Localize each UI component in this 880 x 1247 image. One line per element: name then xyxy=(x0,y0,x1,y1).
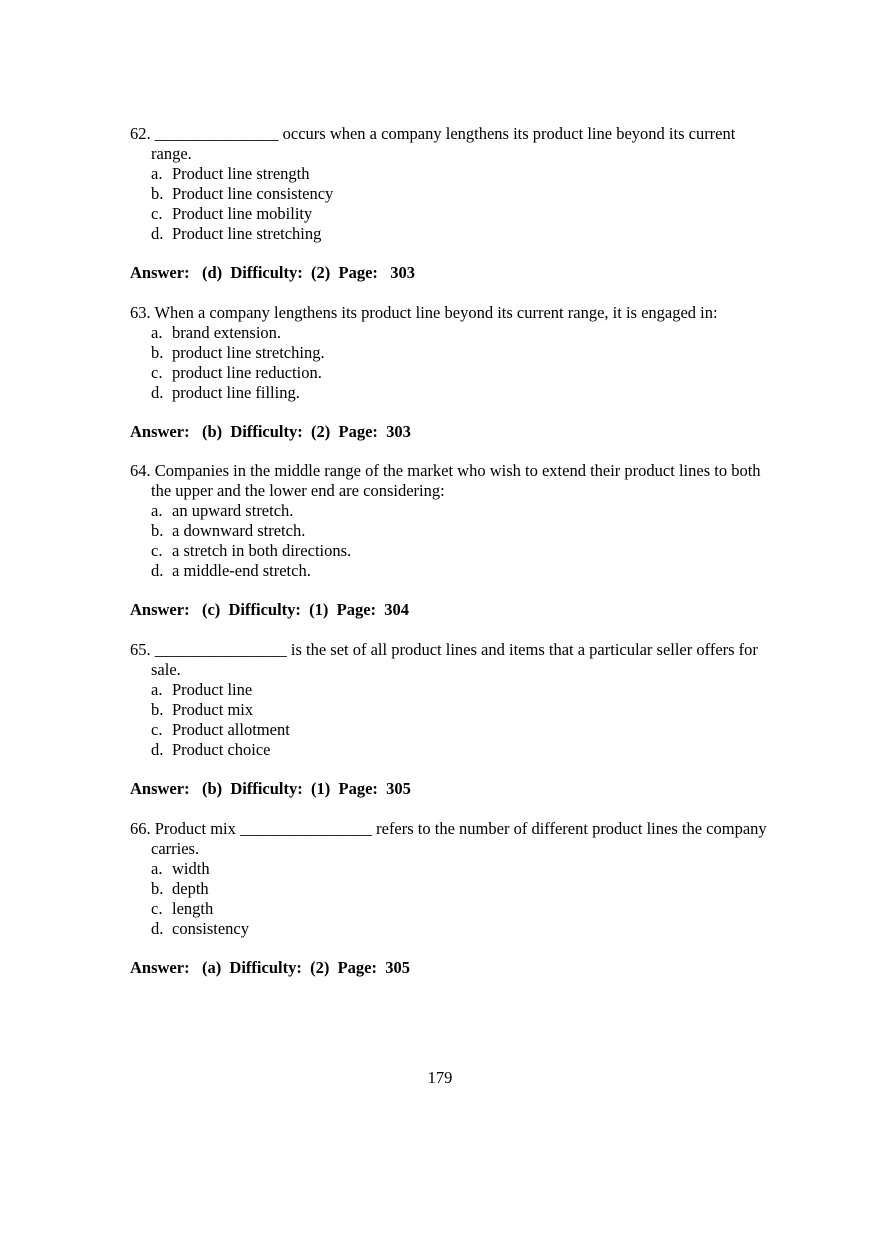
option-d: d. product line filling. xyxy=(151,383,300,402)
question-65 xyxy=(130,640,770,799)
answer-line: Answer: (c) Difficulty: (1) Page: 304 xyxy=(130,600,410,619)
option-a: a. width xyxy=(151,859,210,878)
question-text xyxy=(130,640,770,680)
options-list xyxy=(130,501,770,581)
question-66 xyxy=(130,819,770,978)
question-text xyxy=(130,819,770,859)
question-63 xyxy=(130,303,770,442)
question-stem: _______________ occurs when a company lengthens its product line beyond its current range. xyxy=(151,124,736,163)
option-b: b. product line stretching. xyxy=(151,343,325,362)
answer-line: Answer: (d) Difficulty: (2) Page: 303 xyxy=(130,263,416,282)
option-b: b. Product line consistency xyxy=(151,184,334,203)
option-a: a. Product line xyxy=(151,680,253,699)
option-c: c. Product line mobility xyxy=(151,204,313,223)
answer-line: Answer: (a) Difficulty: (2) Page: 305 xyxy=(130,958,410,977)
question-62 xyxy=(130,124,770,283)
question-number: 64. xyxy=(130,461,151,480)
question-text xyxy=(130,461,770,501)
question-text xyxy=(130,303,770,323)
option-c: c. length xyxy=(151,899,214,918)
options-list xyxy=(130,859,770,939)
question-number: 65. xyxy=(130,640,151,659)
options-list xyxy=(130,323,770,403)
answer-line: Answer: (b) Difficulty: (1) Page: 305 xyxy=(130,779,411,798)
option-c: c. a stretch in both directions. xyxy=(151,541,352,560)
option-b: b. depth xyxy=(151,879,209,898)
option-a: a. Product line strength xyxy=(151,164,310,183)
option-d: d. a middle-end stretch. xyxy=(151,561,311,580)
question-64 xyxy=(130,461,770,620)
question-stem: When a company lengthens its product line beyond its current range, it is engaged in: xyxy=(154,303,718,322)
question-stem: Companies in the middle range of the market who wish to extend their product lines to both the upper and the lower end are considering: xyxy=(151,461,761,500)
option-d: d. consistency xyxy=(151,919,249,938)
page-number: 179 xyxy=(427,1068,453,1087)
option-b: b. Product mix xyxy=(151,700,254,719)
question-number: 63. xyxy=(130,303,151,322)
option-d: d. Product line stretching xyxy=(151,224,322,243)
option-c: c. Product allotment xyxy=(151,720,290,739)
option-d: d. Product choice xyxy=(151,740,271,759)
question-text xyxy=(130,124,770,164)
option-a: a. an upward stretch. xyxy=(151,501,294,520)
question-number: 66. xyxy=(130,819,151,838)
answer-line: Answer: (b) Difficulty: (2) Page: 303 xyxy=(130,422,411,441)
question-stem: Product mix ________________ refers to the number of different product lines the company carries. xyxy=(151,819,767,858)
options-list xyxy=(130,164,770,244)
option-a: a. brand extension. xyxy=(151,323,282,342)
question-stem: ________________ is the set of all product lines and items that a particular seller offers for sale. xyxy=(151,640,758,679)
question-number: 62. xyxy=(130,124,151,143)
option-b: b. a downward stretch. xyxy=(151,521,306,540)
options-list xyxy=(130,680,770,760)
option-c: c. product line reduction. xyxy=(151,363,322,382)
